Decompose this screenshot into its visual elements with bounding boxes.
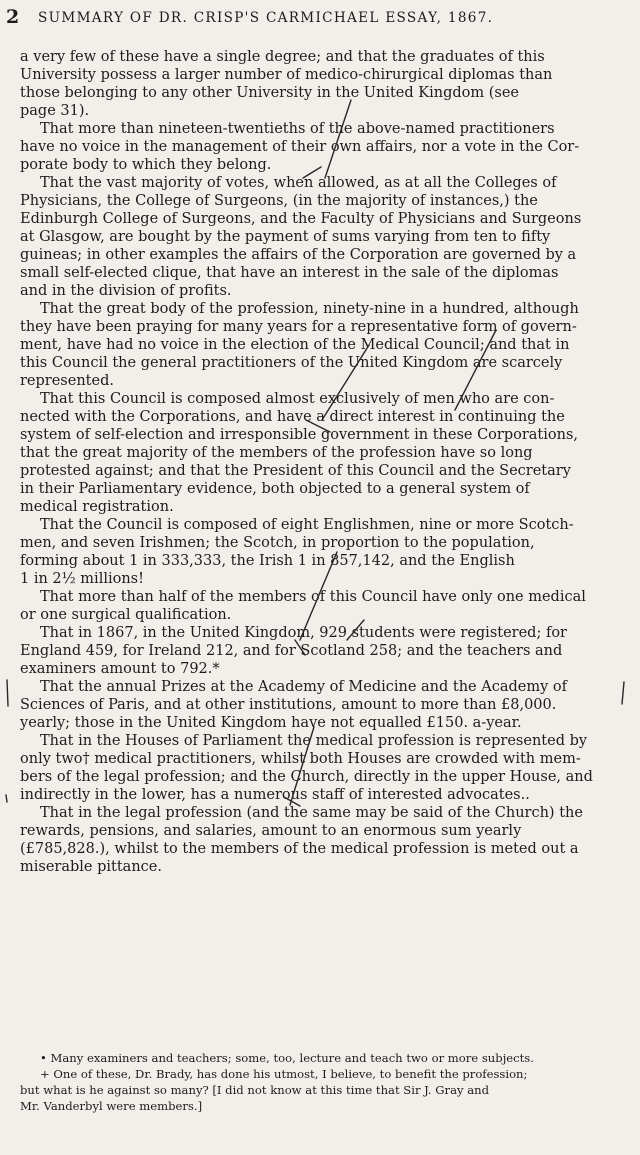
text-line: That more than half of the members of this Council have only one medical xyxy=(40,589,586,605)
text-line: this Council the general practitioners of the United Kingdom are scarcely xyxy=(20,355,563,371)
running-title: SUMMARY OF DR. CRISP'S CARMICHAEL ESSAY, 1867. xyxy=(38,10,494,26)
text-line: That in 1867, in the United Kingdom, 929 students were registered; for xyxy=(40,625,567,641)
text-line: those belonging to any other University in the United Kingdom (see xyxy=(20,85,519,101)
footnote-line: Mr. Vanderbyl were members.] xyxy=(20,1099,203,1113)
text-line: system of self-election and irresponsible government in these Corporations, xyxy=(20,427,579,443)
text-line: That the vast majority of votes, when allowed, as at all the Colleges of xyxy=(40,175,557,191)
text-line: guineas; in other examples the affairs of the Corporation are governed by a xyxy=(20,247,577,263)
text-line: that the great majority of the members of the profession have so long xyxy=(20,445,533,461)
text-line: only two† medical practitioners, whilst both Houses are crowded with mem- xyxy=(20,751,581,767)
text-line: England 459, for Ireland 212, and for Scotland 258; and the teachers and xyxy=(20,643,563,659)
text-line: in their Parliamentary evidence, both objected to a general system of xyxy=(20,481,530,497)
text-line: have no voice in the management of their own affairs, nor a vote in the Cor- xyxy=(20,139,580,155)
text-line: Edinburgh College of Surgeons, and the Faculty of Physicians and Surgeons xyxy=(20,211,582,227)
pencil-margin-mark xyxy=(6,795,7,802)
text-line: That the Council is composed of eight Englishmen, nine or more Scotch- xyxy=(40,517,574,533)
text-line: miserable pittance. xyxy=(20,859,162,875)
text-line: bers of the legal profession; and the Church, directly in the upper House, and xyxy=(20,769,593,785)
text-line: represented. xyxy=(20,373,114,389)
footnote-line: • Many examiners and teachers; some, too, lecture and teach two or more subjects. xyxy=(40,1051,534,1065)
text-line: nected with the Corporations, and have a direct interest in continuing the xyxy=(20,409,565,425)
footnotes xyxy=(20,1050,628,1114)
text-line: That the annual Prizes at the Academy of Medicine and the Academy of xyxy=(40,679,567,695)
text-line: indirectly in the lower, has a numerous staff of interested advocates.. xyxy=(20,787,530,803)
text-line: That more than nineteen-twentieths of the above-named practitioners xyxy=(40,121,555,137)
text-line: page 31). xyxy=(20,103,90,119)
pencil-margin-mark xyxy=(7,680,8,706)
text-line: a very few of these have a single degree; and that the graduates of this xyxy=(20,49,545,65)
text-line: (£785,828.), whilst to the members of the medical profession is meted out a xyxy=(20,841,579,857)
text-line: Sciences of Paris, and at other institutions, amount to more than £8,000. xyxy=(20,697,557,713)
text-line: and in the division of profits. xyxy=(20,283,232,299)
text-line: medical registration. xyxy=(20,499,174,515)
text-line: That this Council is composed almost exclusively of men who are con- xyxy=(40,391,555,407)
footnote-line: but what is he against so many? [I did not know at this time that Sir J. Gray and xyxy=(20,1083,490,1097)
text-line: forming about 1 in 333,333, the Irish 1 in 857,142, and the English xyxy=(20,553,515,569)
text-line: or one surgical qualification. xyxy=(20,607,232,623)
text-line: protested against; and that the President of this Council and the Secretary xyxy=(20,463,571,479)
text-line: examiners amount to 792.* xyxy=(20,661,220,677)
text-line: That the great body of the profession, ninety-nine in a hundred, although xyxy=(40,301,579,317)
text-line: men, and seven Irishmen; the Scotch, in proportion to the population, xyxy=(20,535,535,551)
text-line: rewards, pensions, and salaries, amount to an enormous sum yearly xyxy=(20,823,522,839)
text-line: University possess a larger number of medico-chirurgical diplomas than xyxy=(20,67,553,83)
text-line: at Glasgow, are bought by the payment of sums varying from ten to fifty xyxy=(20,229,551,245)
text-line: small self-elected clique, that have an interest in the sale of the diplomas xyxy=(20,265,559,281)
footnote-line: + One of these, Dr. Brady, has done his utmost, I believe, to benefit the profession; xyxy=(40,1067,528,1081)
text-line: they have been praying for many years for a representative form of govern- xyxy=(20,319,577,335)
text-line: That in the legal profession (and the same may be said of the Church) the xyxy=(40,805,583,821)
page-header xyxy=(6,4,626,26)
text-line: ment, have had no voice in the election of the Medical Council; and that in xyxy=(20,337,570,353)
body-text xyxy=(20,48,628,876)
text-line: That in the Houses of Parliament the medical profession is represented by xyxy=(40,733,588,749)
text-line: Physicians, the College of Surgeons, (in the majority of instances,) the xyxy=(20,193,538,209)
text-line: 1 in 2½ millions! xyxy=(20,571,144,587)
text-line: yearly; those in the United Kingdom have not equalled £150. a-year. xyxy=(20,715,522,731)
text-line: porate body to which they belong. xyxy=(20,157,272,173)
page-number: 2 xyxy=(6,6,20,28)
